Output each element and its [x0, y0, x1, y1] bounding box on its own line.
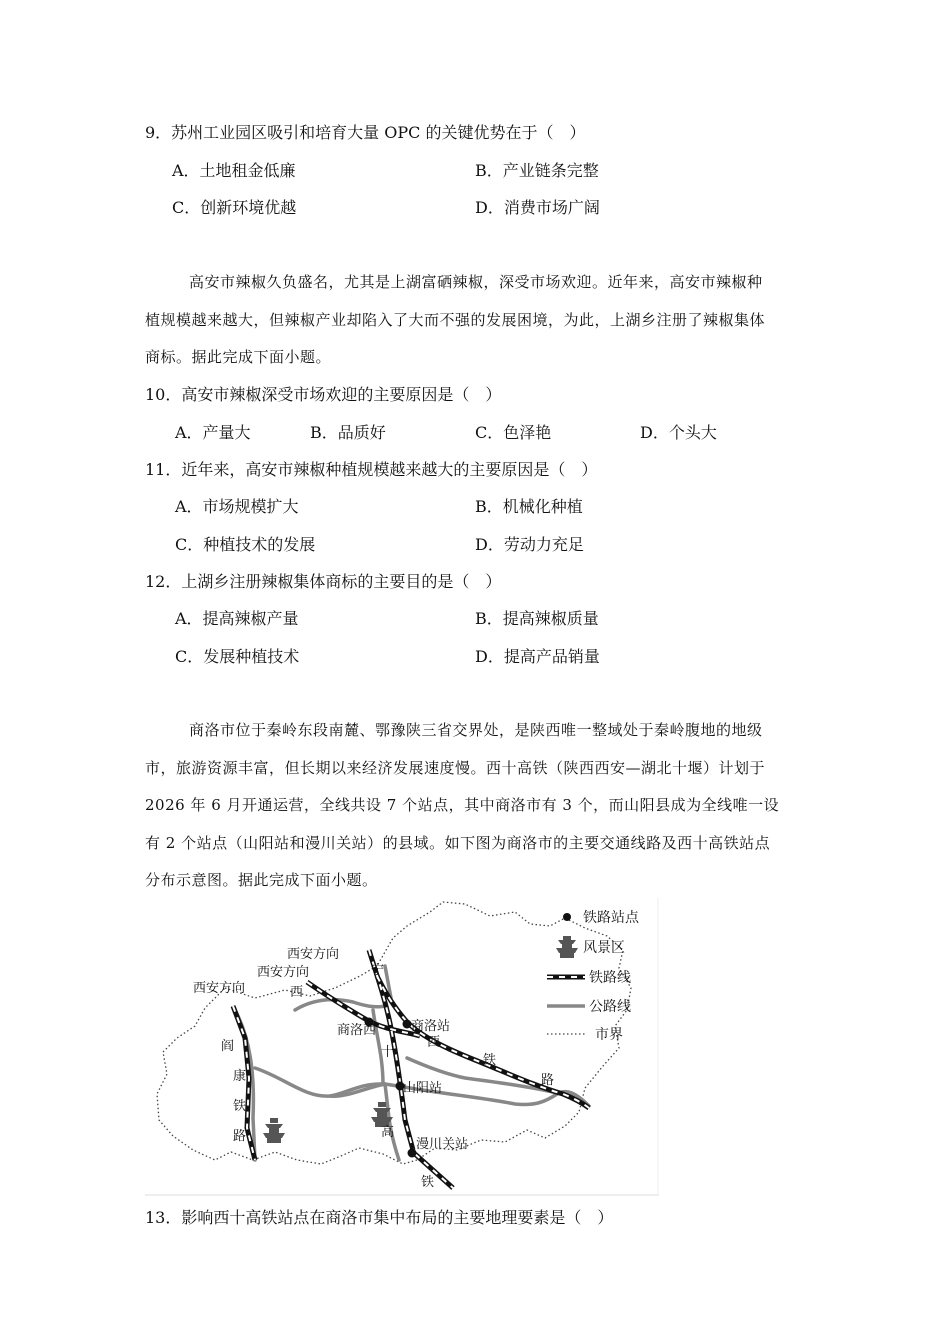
passage-2 [145, 712, 810, 900]
q11-option-c[interactable]: C．种植技术的发展 [175, 535, 316, 554]
legend-boundary-label: 市界 [595, 1027, 623, 1043]
q11-option-b[interactable]: B．机械化种植 [475, 497, 583, 516]
highways [235, 966, 589, 1160]
passage-1-line-2: 植规模越来越大，但辣椒产业却陷入了大而不强的发展困境，为此，上湖乡注册了辣椒集体 [145, 310, 766, 329]
label-lu-3: 路 [233, 1129, 247, 1144]
label-shangluo-xi: 商洛西 [337, 1023, 377, 1038]
passage-1 [145, 264, 810, 377]
label-tie: 铁 [483, 1053, 497, 1068]
q10-option-d[interactable]: D．个头大 [640, 423, 717, 442]
q12-option-d[interactable]: D．提高产品销量 [475, 647, 600, 666]
passage-2-line-4: 有 2 个站点（山阳站和漫川关站）的县域。如下图为商洛市的主要交通线路及西十高铁站点 [145, 833, 771, 852]
q12-option-a[interactable]: A．提高辣椒产量 [175, 609, 299, 628]
passage-2-line-2: 市，旅游资源丰富，但长期以来经济发展速度慢。西十高铁（陕西西安—湖北十堰）计划于 [145, 758, 766, 777]
q9-option-a[interactable]: A．土地租金低廉 [172, 161, 296, 180]
q9-option-c[interactable]: C．创新环境优越 [172, 198, 297, 217]
legend-scenic-icon [556, 936, 578, 958]
scenic-area-icon [263, 1118, 285, 1143]
question-9-stem: 9．苏州工业园区吸引和培育大量 OPC 的关键优势在于（ ） [145, 123, 586, 142]
label-gao: 高 [381, 1125, 395, 1140]
map-legend [547, 909, 640, 1043]
q11-option-d[interactable]: D．劳动力充足 [475, 535, 584, 554]
label-shangluo-station: 商洛站 [411, 1019, 451, 1034]
legend-station-icon [563, 913, 571, 921]
passage-1-line-1: 高安市辣椒久负盛名，尤其是上湖富硒辣椒，深受市场欢迎。近年来，高安市辣椒种 [189, 273, 763, 291]
label-tie-3: 铁 [233, 1099, 247, 1114]
passage-2-line-5: 分布示意图。据此完成下面小题。 [145, 871, 378, 889]
question-11-stem: 11．近年来，高安市辣椒种植规模越来越大的主要原因是（ ） [145, 460, 598, 479]
label-ning: 宁 [371, 963, 385, 978]
q12-option-b[interactable]: B．提高辣椒质量 [475, 609, 599, 628]
q9-option-d[interactable]: D．消费市场广阔 [475, 198, 600, 217]
label-xi-top: 西 [290, 985, 304, 1000]
passage-2-line-3: 2026 年 6 月开通运营，全线共设 7 个站点，其中商洛市有 3 个，而山阳县成为全线唯一设 [145, 796, 780, 814]
label-kang: 康 [233, 1069, 247, 1084]
label-shanyang-station: 山阳站 [403, 1081, 443, 1096]
label-xian-direction-2: 西安方向 [257, 965, 310, 980]
q11-option-a[interactable]: A．市场规模扩大 [175, 497, 299, 516]
label-lu: 路 [541, 1073, 555, 1088]
q10-option-a[interactable]: A．产量大 [175, 423, 251, 442]
passage-1-line-3: 商标。据此完成下面小题。 [145, 348, 332, 366]
legend-railway-label: 铁路线 [589, 970, 631, 986]
shangluo-transport-map [145, 898, 659, 1196]
legend-scenic-label: 风景区 [583, 940, 625, 956]
question-12-stem: 12．上湖乡注册辣椒集体商标的主要目的是（ ） [145, 572, 502, 591]
label-shi: 十 [381, 1045, 395, 1060]
question-13-stem: 13．影响西十高铁站点在商洛市集中布局的主要地理要素是（ ） [145, 1208, 614, 1227]
legend-station-label: 铁路站点 [583, 910, 639, 926]
q9-option-b[interactable]: B．产业链条完整 [475, 161, 599, 180]
label-tie-2: 铁 [421, 1175, 435, 1190]
label-xian-direction-1: 西安方向 [193, 981, 246, 996]
label-xi-2: 西 [427, 1035, 441, 1050]
legend-highway-label: 公路线 [589, 999, 631, 1015]
label-xian-direction-3: 西安方向 [287, 947, 340, 962]
q12-option-c[interactable]: C．发展种植技术 [175, 647, 300, 666]
question-10-stem: 10．高安市辣椒深受市场欢迎的主要原因是（ ） [145, 385, 502, 404]
passage-2-line-1: 商洛市位于秦岭东段南麓、鄂豫陕三省交界处，是陕西唯一整域处于秦岭腹地的地级 [189, 721, 763, 739]
label-yan: 阎 [221, 1039, 235, 1054]
label-manchuanguan-station: 漫川关站 [416, 1137, 469, 1152]
q10-option-c[interactable]: C．色泽艳 [475, 423, 552, 442]
q10-option-b[interactable]: B．品质好 [310, 423, 386, 442]
